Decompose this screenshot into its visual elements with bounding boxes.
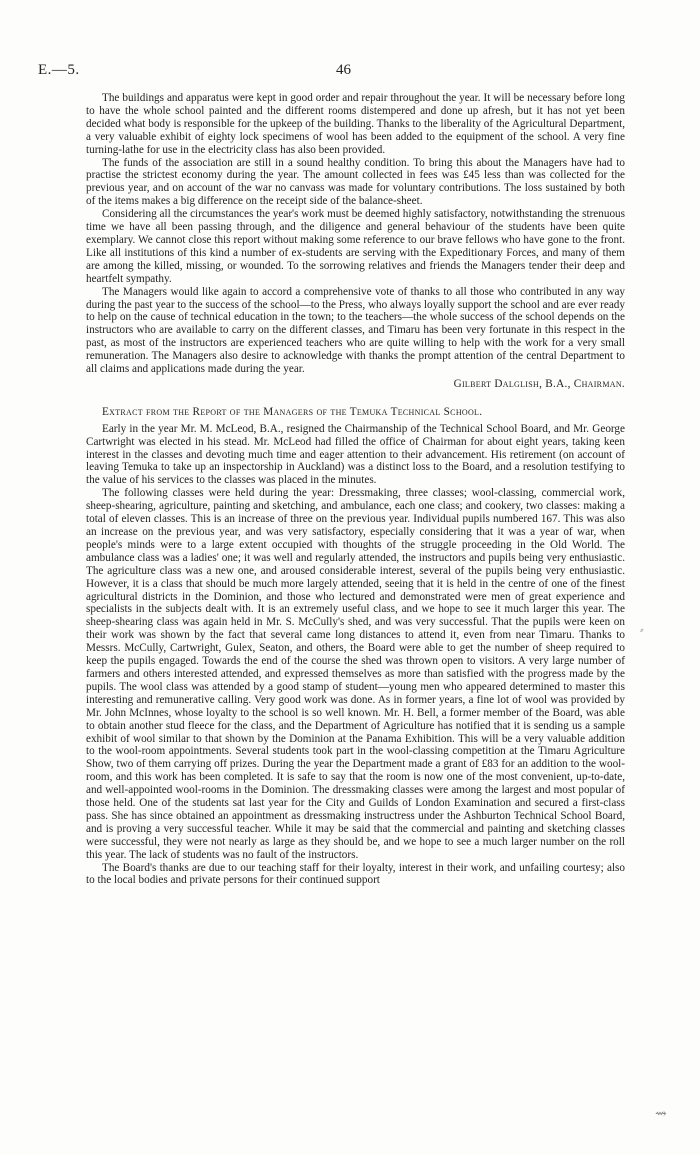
- report-body: [86, 92, 625, 887]
- paragraph-circumstances: Considering all the circumstances the year's work must be deemed highly satisfactory, notwithstanding the strenuous time we have all been passing through, and the diligence and general behaviour of the students have been quite exemplary. We cannot close this report without making some reference to our brave fellows who have gone to the front. Like all institutions of this kind a number of ex-students are serving with the Expeditionary Forces, and many of them are among the killed, missing, or wounded. To the sorrowing relatives and friends the Managers tender their deep and heartfelt sympathy.: [86, 208, 625, 285]
- paragraph-thanks: The Managers would like again to accord a comprehensive vote of thanks to all those who contributed in any way during the past year to the success of the school—to the Press, who always loyally support the school and are ever ready to help on the cause of technical education in the town; to the teachers—the whole success of the school depends on the instructors who are available to carry on the different classes, and Timaru has been very fortunate in this respect in the past, as most of the instructors are experienced teachers who are quite willing to help with the work for a very small remuneration. The Managers also desire to acknowledge with thanks the prompt attention of the central Department to all claims and applications made during the year.: [86, 285, 625, 376]
- paragraph-board-thanks: The Board's thanks are due to our teaching staff for their loyalty, interest in their work, and unfailing courtesy; also to the local bodies and private persons for their continued support: [86, 861, 625, 887]
- margin-mark: ⸗: [640, 624, 644, 636]
- section-heading: Extract from the Report of the Managers of the Temuka Technical School.: [102, 405, 483, 418]
- chairman-signature: Gilbert Dalglish, B.A., Chairman.: [453, 377, 625, 390]
- paragraph-buildings: The buildings and apparatus were kept in good order and repair throughout the year. It will be necessary before long to have the whole school painted and the different rooms distempered and done up afresh, but it has not yet been decided what body is responsible for the upkeep of the building. Thanks to the liberality of the Agricultural Department, a very valuable exhibit of eighty lock specimens of wool has been added to the equipment of the school. A very fine turning-lathe for use in the electricity class has also been provided.: [86, 92, 625, 156]
- page-reference: E.—5.: [38, 62, 80, 78]
- page-number: 46: [336, 62, 351, 78]
- paragraph-chairmanship: Early in the year Mr. M. McLeod, B.A., resigned the Chairmanship of the Technical School Board, and Mr. George Cartwright was elected in his stead. Mr. McLeod had filled the office of Chairman for about eight years, taking keen interest in the classes and devoting much time and eager attention to their advancement. His retirement (on account of leaving Temuka to take up an inspectorship in Auckland) was a distinct loss to the Board, and a resolution testifying to the value of his services to the classes was placed in the minutes.: [86, 422, 625, 487]
- margin-arrow-mark: ⇝: [655, 1107, 667, 1122]
- paragraph-classes: The following classes were held during the year: Dressmaking, three classes; wool-classing, commercial work, sheep-shearing, agriculture, painting and sketching, and ambulance, each one class; and cookery, two classes: making a total of eleven classes. This is an increase of three on the previous year. Individual pupils numbered 167. This was also an increase on the previous year, and was very satisfactory, especially considering that it was a year of war, when people's minds were to a large extent occupied with thoughts of the struggle proceeding in the Old World. The ambulance class was a ladies' one; it was well and regularly attended, the instructors and pupils being very enthusiastic. The agriculture class was a new one, and aroused considerable interest, several of the pupils being very enthusiastic. However, it is a class that should be much more largely attended, seeing that it is held in the centre of one of the finest agricultural districts in the Dominion, and those who lectured and demonstrated were men of great experience and specialists in the subjects dealt with. It is an extremely useful class, and we hope to see it much larger this year. The sheep-shearing class was again held in Mr. S. McCully's shed, and was very successful. That the pupils were keen on their work was shown by the fact that several came long distances to attend it, even from near Timaru. Thanks to Messrs. McCully, Cartwright, Gulex, Seaton, and others, the Board were able to get the number of sheep required to keep the pupils engaged. Towards the end of the course the shed was thrown open to visitors. A very large number of farmers and others interested attended, and expressed themselves as more than satisfied with the progress made by the pupils. The wool class was attended by a good stamp of student—young men who appeared determined to master this interesting and remunerative calling. Very good work was done. As in former years, a fine lot of wool was provided by Mr. John McInnes, whose loyalty to the school is so well known. Mr. H. Bell, a former member of the Board, was able to obtain another stud fleece for the class, and the Department of Agriculture has notified that it is sending us a sample exhibit of wool similar to that shown by the Dominion at the Panama Exhibition. This will be a very valuable addition to the wool-room appointments. Several students took part in the wool-classing competition at the Timaru Agriculture Show, two of them carrying off prizes. During the year the Department made a grant of £83 for an addition to the wool-room, and this work has been completed. It is safe to say that the room is now one of the most convenient, up-to-date, and well-appointed wool-rooms in the Dominion. The dressmaking classes were among the largest and most popular of those held. One of the students sat last year for the City and Guilds of London Examination and secured a first-class pass. She has since obtained an appointment as dressmaking instructress under the Ashburton Technical School Board, and is proving a very successful teacher. While it may be said that the commercial and painting and sketching classes were successful, they were not nearly as large as they should be, and we hope to see a much larger number on the roll this year. The lack of students was no fault of the instructors.: [86, 487, 625, 861]
- paragraph-funds: The funds of the association are still in a sound healthy condition. To bring this about the Managers have had to practise the strictest economy during the year. The amount collected in fees was £45 less than was collected for the previous year, and on account of the war no canvass was made for voluntary contributions. The loss sustained by both of the items makes a big difference on the receipt side of the balance-sheet.: [86, 156, 625, 208]
